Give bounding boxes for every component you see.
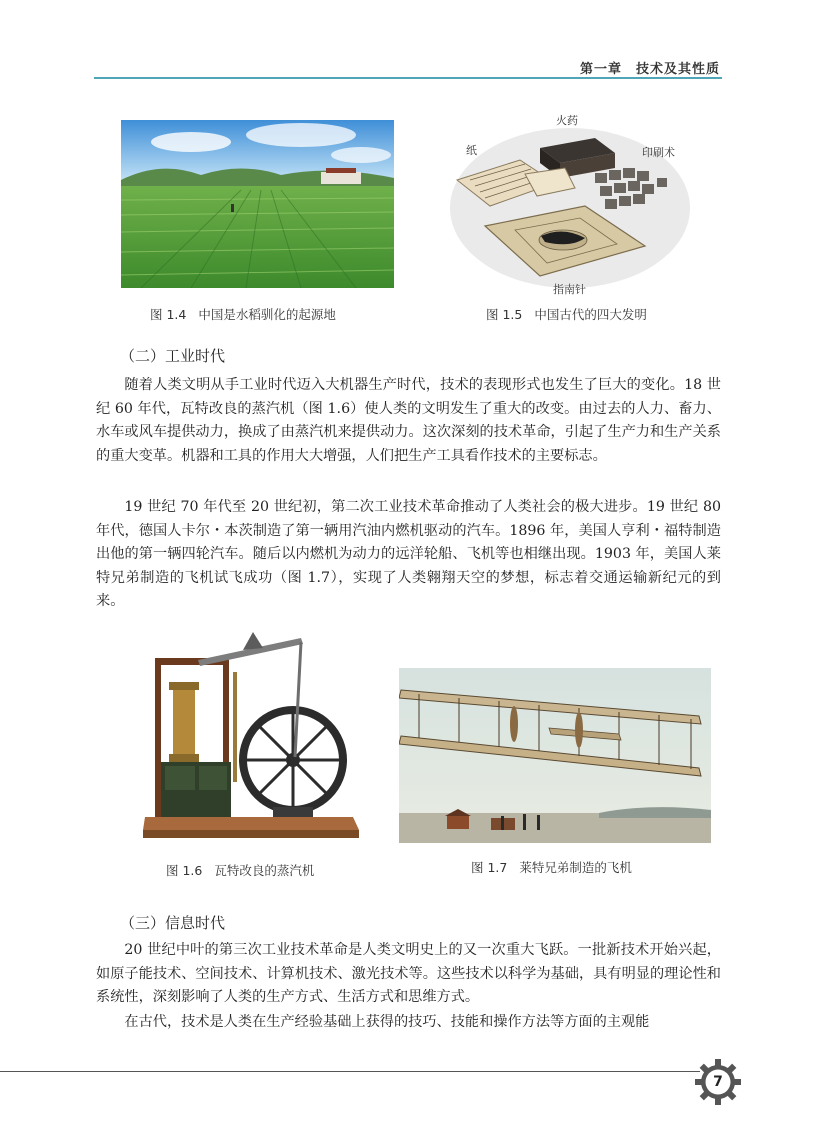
chapter-title: 第一章 技术及其性质 <box>579 62 720 77</box>
figure-1-6-caption <box>166 861 314 879</box>
figure-1-5-caption <box>486 305 647 323</box>
figure-1-4-text: 中国是水稻驯化的起源地 <box>198 307 336 322</box>
figure-1-6-number: 图 1.6 <box>166 863 203 878</box>
steam-engine-photo <box>143 632 365 842</box>
wright-flyer-illustration <box>399 668 711 843</box>
paragraph-industrial-2: 19 世纪 70 年代至 20 世纪初，第二次工业技术革命推动了人类社会的极大进步。19 世纪 80 年代，德国人卡尔・本茨制造了第一辆用汽油内燃机驱动的汽车。1896 年，美国人亨利・福特制造出他的第一辆四轮汽车。随后以内燃机为动力的远洋轮船、飞机等也相继出现。1903 年，美国人莱特兄弟制造的飞机试飞成功（图 1.7），实现了人类翱翔天空的梦想，标志着交通运输新纪元的到来。 <box>96 499 721 609</box>
label-printing: 印刷术 <box>642 146 675 159</box>
footer-rule <box>0 1071 700 1072</box>
paragraph-industrial-1: 随着人类文明从手工业时代迈入大机器生产时代，技术的表现形式也发生了巨大的变化。18 世纪 60 年代，瓦特改良的蒸汽机（图 1.6）使人类的文明发生了重大的改变。由过去的人力、畜力、水车或风车提供动力，换成了由蒸汽机来提供动力。这次深刻的技术革命，引起了生产力和生产关系的重大变革。机器和工具的作用大大增强，人们把生产工具看作技术的主要标志。 <box>96 377 721 464</box>
figure-1-7-text: 莱特兄弟制造的飞机 <box>519 860 632 875</box>
figure-1-5-text: 中国古代的四大发明 <box>534 307 647 322</box>
label-compass: 指南针 <box>553 283 586 296</box>
rice-paddy-photo <box>121 120 394 288</box>
four-inventions-illustration <box>445 108 695 298</box>
header-rule <box>94 77 722 79</box>
figure-1-4-caption <box>150 305 336 323</box>
section-heading-information: （三）信息时代 <box>120 914 226 932</box>
figure-1-4-number: 图 1.4 <box>150 307 187 322</box>
figure-1-5-number: 图 1.5 <box>486 307 523 322</box>
label-paper: 纸 <box>466 144 477 157</box>
label-gunpowder: 火药 <box>556 114 578 127</box>
figure-1-6-text: 瓦特改良的蒸汽机 <box>214 863 315 878</box>
paragraph-information-2: 在古代，技术是人类在生产经验基础上获得的技巧、技能和操作方法等方面的主观能 <box>124 1014 650 1030</box>
page-number: 7 <box>713 1074 723 1090</box>
figure-1-7-number: 图 1.7 <box>471 860 508 875</box>
section-heading-industrial: （二）工业时代 <box>120 347 226 365</box>
paragraph-information-1: 20 世纪中叶的第三次工业技术革命是人类文明史上的又一次重大飞跃。一批新技术开始兴起，如原子能技术、空间技术、计算机技术、激光技术等。这些技术以科学为基础，具有明显的理论性和系统性，深刻影响了人类的生产方式、生活方式和思维方式。 <box>96 942 721 1005</box>
figure-1-7-caption <box>471 858 632 876</box>
